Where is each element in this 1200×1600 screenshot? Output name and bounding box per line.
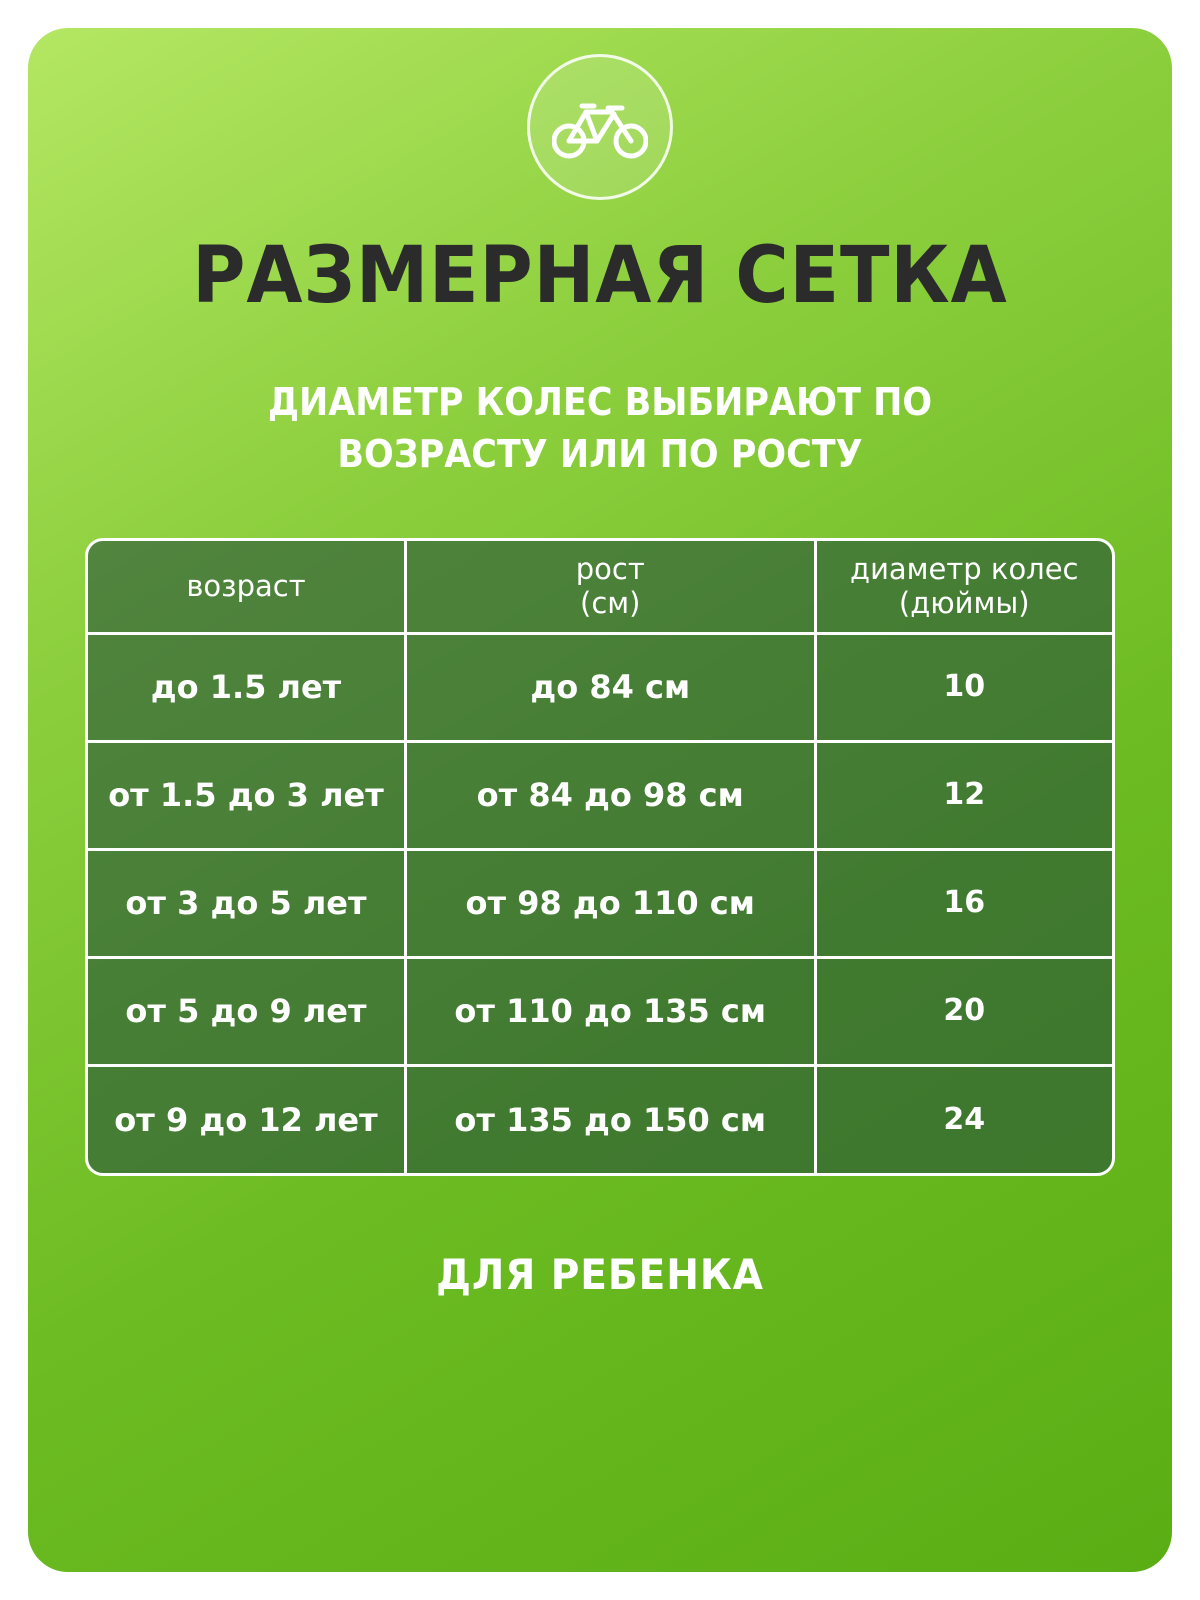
size-table	[88, 541, 1112, 1173]
table-row	[88, 741, 1112, 849]
cell-wheel: 10	[815, 633, 1112, 741]
cell-height: от 98 до 110 см	[405, 849, 815, 957]
size-chart-poster	[28, 28, 1172, 1572]
logo-container	[28, 54, 1172, 200]
cell-height: от 84 до 98 см	[405, 741, 815, 849]
page-title: РАЗМЕРНАЯ СЕТКА	[192, 231, 1008, 321]
page-subtitle: ДИАМЕТР КОЛЕС ВЫБИРАЮТ ПО ВОЗРАСТУ ИЛИ ПО РОСТУ	[267, 380, 933, 476]
cell-wheel: 20	[815, 957, 1112, 1065]
cell-wheel: 12	[815, 741, 1112, 849]
cell-height: от 110 до 135 см	[405, 957, 815, 1065]
table-row	[88, 633, 1112, 741]
cell-wheel: 16	[815, 849, 1112, 957]
table-row	[88, 957, 1112, 1065]
column-header-wheel-diameter: диаметр колес (дюймы)	[815, 541, 1112, 633]
cell-age: от 1.5 до 3 лет	[88, 741, 405, 849]
bicycle-icon	[527, 54, 673, 200]
table-row	[88, 849, 1112, 957]
column-header-age: возраст	[88, 541, 405, 633]
cell-age: от 9 до 12 лет	[88, 1065, 405, 1173]
footer-caption: ДЛЯ РЕБЕНКА	[436, 1250, 764, 1299]
table-row	[88, 1065, 1112, 1173]
cell-age: от 5 до 9 лет	[88, 957, 405, 1065]
cell-age: от 3 до 5 лет	[88, 849, 405, 957]
cell-age: до 1.5 лет	[88, 633, 405, 741]
cell-height: до 84 см	[405, 633, 815, 741]
size-table-container	[85, 538, 1115, 1176]
cell-height: от 135 до 150 см	[405, 1065, 815, 1173]
cell-wheel: 24	[943, 1101, 986, 1137]
column-header-height: рост (см)	[405, 541, 815, 633]
table-header-row	[88, 541, 1112, 633]
